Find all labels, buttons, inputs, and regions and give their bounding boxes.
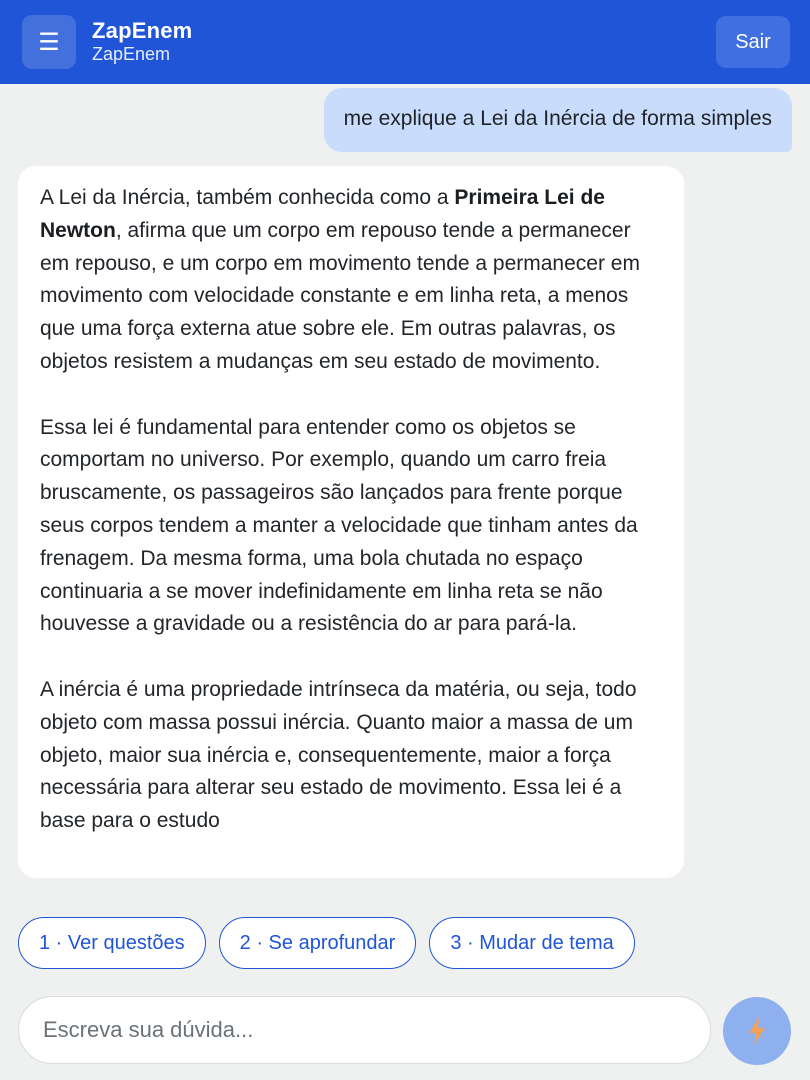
menu-icon: ☰ xyxy=(38,28,60,56)
lightning-icon xyxy=(746,1016,768,1046)
bot-message xyxy=(18,166,684,878)
app-header xyxy=(0,0,810,84)
app-title: ZapEnem xyxy=(92,18,193,43)
message-input[interactable] xyxy=(43,1017,686,1043)
bot-paragraph: A inércia é uma propriedade intrínseca da matéria, ou seja, todo objeto com massa possui inércia. Quanto maior a massa de um objeto, maior sua inércia e, consequentemente, maior a força necessária para alterar seu estado de movimento. Essa lei é a base para o estudo xyxy=(40,677,637,833)
quick-actions xyxy=(18,917,635,969)
user-message: me explique a Lei da Inércia de forma simples xyxy=(324,88,792,152)
menu-button[interactable] xyxy=(22,15,76,69)
quick-action-ver-questoes[interactable]: 1 · Ver questões xyxy=(18,917,206,969)
brand xyxy=(92,19,192,65)
message-input-wrapper xyxy=(18,996,711,1064)
exit-button[interactable]: Sair xyxy=(716,16,790,68)
chat-area[interactable] xyxy=(0,84,810,904)
quick-action-mudar-de-tema[interactable]: 3 · Mudar de tema xyxy=(429,917,634,969)
bot-text: A Lei da Inércia, também conhecida como a xyxy=(40,186,455,209)
app-subtitle: ZapEnem xyxy=(92,44,171,64)
quick-action-se-aprofundar[interactable]: 2 · Se aprofundar xyxy=(219,917,417,969)
bot-text: , afirma que um corpo em repouso tende a permanecer em repouso, e um corpo em movimento tende a permanecer em movimento com velocidade constante e em linha reta, a menos que uma força externa atue sobre ele. Em outras palavras, os objetos resistem a mudanças em seu estado de movimento. xyxy=(40,218,640,373)
send-button[interactable] xyxy=(723,997,791,1065)
bot-paragraph: Essa lei é fundamental para entender como os objetos se comportam no universo. Por exemplo, quando um carro freia bruscamente, os passageiros são lançados para frente porque seus corpos tendem a manter a velocidade que tinham antes da frenagem. Da mesma forma, uma bola chutada no espaço continuaria a se mover indefinidamente em linha reta se não houvesse a gravidade ou a resistência do ar para pará-la. xyxy=(40,415,638,636)
bot-paragraph xyxy=(40,182,662,379)
bot-bold-text: Primeira Lei de Newton xyxy=(40,186,605,242)
